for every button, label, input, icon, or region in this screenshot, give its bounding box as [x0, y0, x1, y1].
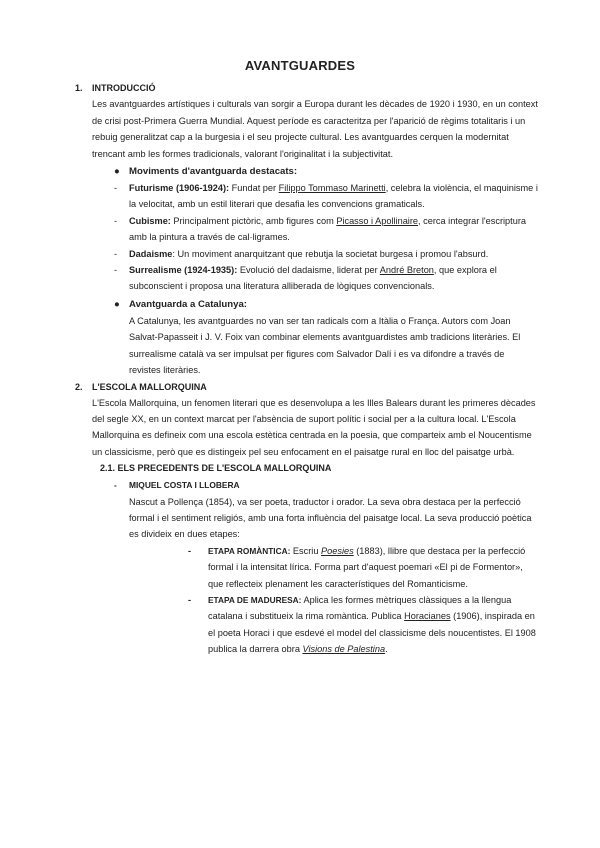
subsection-2-1-heading: 2.1. ELS PRECEDENTS DE L'ESCOLA MALLORQUINA — [100, 463, 332, 474]
bullet-dot-icon: ● — [114, 298, 120, 310]
catalunya-paragraph: A Catalunya, les avantguardes no van ser tan radicals com a Itàlia o França. Autors com Joan Salvat-Papasseit i J. V. Foix van combinar elements avantguardistes amb tradicions literàries. El surrealisme català va ser impulsat per figures com Salvador Dalí i es va difondre a través de revistes literàries. — [129, 315, 521, 376]
dash-marker: - — [114, 183, 118, 194]
link-marinetti[interactable]: Filippo Tommaso Marinetti — [278, 183, 386, 194]
section-1-heading: 1. INTRODUCCIÓ — [75, 83, 156, 94]
dash-marker: - — [114, 248, 118, 259]
list-item-cubisme: - Cubisme: Principalment pictòric, amb figures com Picasso i Apollinaire, cerca integrar l'escriptura amb la pintura a través de cal·ligrames. — [92, 213, 538, 246]
author-paragraph: Nascut a Pollença (1854), va ser poeta, traductor i orador. La seva obra destaca per la perfecció formal i el sentiment religiós, amb una forta influència del paisatge local. La seva producció poètica es divideix en dues etapes: — [129, 496, 532, 540]
document-title: AVANTGUARDES — [244, 58, 356, 73]
dash-marker: - — [114, 265, 118, 276]
link-andre-breton[interactable]: André Breton — [379, 265, 434, 276]
list-item-dadaisme: - Dadaisme: Un moviment anarquitzant que rebutja la societat burgesa i promou l'absurd. — [92, 246, 538, 262]
author-heading: - MIQUEL COSTA I LLOBERA — [92, 477, 538, 493]
section-2-heading: 2. L'ESCOLA MALLORQUINA — [75, 381, 207, 392]
bullet-dot-icon: ● — [114, 166, 120, 178]
stage-romantica: - ETAPA ROMÀNTICA: Escriu Poesies (1883), llibre que destaca per la perfecció formal i la intensitat lírica. Forma part d'aquest poemari «El pi de Formentor», que reflecteix plenament les característiques del Romanticisme. — [92, 543, 538, 592]
dash-marker: - — [188, 545, 192, 556]
link-horacianes[interactable]: Horacianes — [404, 611, 451, 622]
link-poesies[interactable]: Poesies — [321, 545, 354, 556]
section-2-paragraph: L'Escola Mallorquina, un fenomen literari que es desenvolupa a les Illes Balears durant les primeres dècades del segle XX, en un context marcat per l'absència de suport polític i social per a la cultura local. L'Escola Mallorquina es defineix com una escola estètica centrada en la poesia, que comparteix amb el Noucentisme un classicisme, però que es distingeix pel seu enfocament en el paisatge rural en lloc del paisatge urbà. — [92, 397, 536, 457]
dash-marker: - — [114, 480, 117, 491]
list-item-futurisme: - Futurisme (1906-1924): Fundat per Filippo Tommaso Marinetti, celebra la violència, el maquinisme i la velocitat, amb un estil literari que desafia les convencions gramaticals. — [92, 180, 538, 213]
dash-marker: - — [114, 215, 118, 226]
link-picasso-apollinaire[interactable]: Picasso i Apollinaire — [336, 215, 419, 226]
section-1-paragraph: Les avantguardes artístiques i culturals van sorgir a Europa durant les dècades de 1920 i 1930, en un context de crisi post-Primera Guerra Mundial. Aquest període es caracteritza per l'aparició de règims totalitaris i un rebuig generalitzat cap a la burgesia i el seu projecte cultural. Les avantguardes cerquen la modernitat trencant amb les formes tradicionals, valorant l'originalitat i la subjectivitat. — [92, 99, 538, 159]
bullet-moviments: ● Moviments d'avantguarda destacats: — [92, 163, 538, 180]
stage-maduresa: - ETAPA DE MADURESA: Aplica les formes mètriques clàssiques a la llengua catalana i substitueix la rima romàntica. Publica Horacianes (1906), inspirada en el poeta Horaci i que esdevé el model del classicisme dels noucentistes. El 1908 publica la darrera obra Visions de Palestina. — [92, 592, 538, 658]
bullet-catalunya: ● Avantguarda a Catalunya: — [92, 296, 538, 313]
list-item-surrealisme: - Surrealisme (1924-1935): Evolució del dadaisme, liderat per André Breton, que explora el subconscient i proposa una literatura alliberada de lògiques convencionals. — [92, 262, 538, 295]
dash-marker: - — [188, 594, 192, 605]
link-visions-de-palestina[interactable]: Visions de Palestina — [302, 644, 386, 655]
